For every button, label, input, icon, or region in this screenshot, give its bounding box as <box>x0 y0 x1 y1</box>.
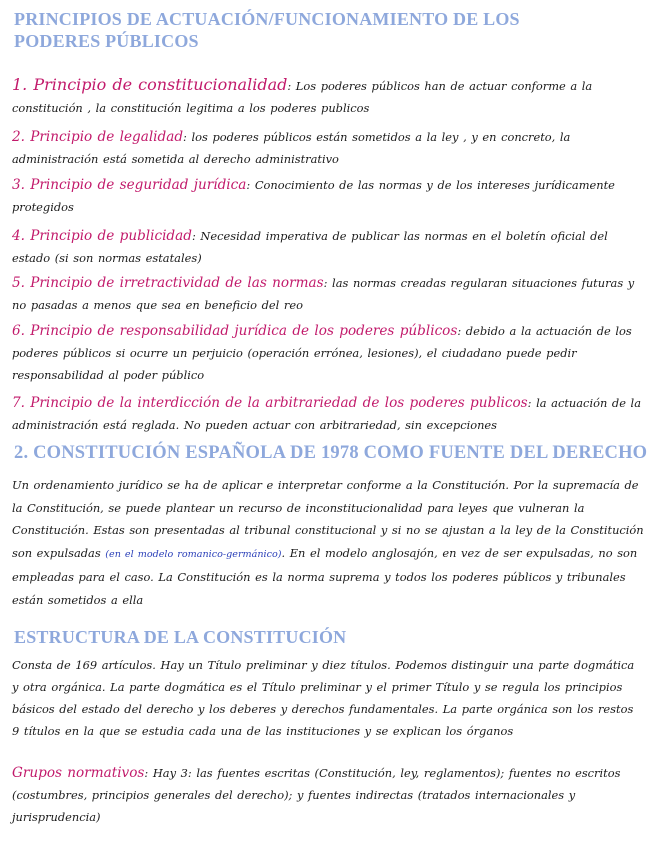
grupos-text: : Hay 3: las fuentes escritas (Constitución, ley, reglamentos); fuentes no escritos (costumbres, principios generales del derecho); y fuentes indirectas (tratados internacionales y jurisprudencia) <box>12 766 621 824</box>
grupos-normativos <box>12 762 644 828</box>
principle-7 <box>12 392 644 436</box>
principle-7-term: 7. Principio de la interdicción de la arbitrariedad de los poderes publicos <box>12 395 528 411</box>
modelo-note: (en el modelo romanico-germánico) <box>105 548 282 560</box>
principle-7-text: : la actuación de la administración está reglada. No pueden actuar con arbitrariedad, sin excepciones <box>12 396 641 432</box>
principle-3-text: : Conocimiento de las normas y de los intereses jurídicamente protegidos <box>12 178 615 214</box>
constitucion-paragraph <box>12 474 644 611</box>
principle-2 <box>12 126 644 170</box>
principle-2-text: : los poderes públicos están sometidos a la ley , y en concreto, la administración está sometida al derecho administrativo <box>12 130 571 166</box>
heading-principios-line1: PRINCIPIOS DE ACTUACIÓN/FUNCIONAMIENTO DE LOS <box>14 9 520 29</box>
principle-6-term: 6. Principio de responsabilidad jurídica de los poderes públicos <box>12 323 458 339</box>
heading-constitucion: 2. CONSTITUCIÓN ESPAÑOLA DE 1978 COMO FUENTE DEL DERECHO <box>14 443 648 463</box>
principle-5 <box>12 272 644 316</box>
estructura-paragraph: Consta de 169 artículos. Hay un Título preliminar y diez títulos. Podemos distinguir una parte dogmática y otra orgánica. La parte dogmática es el Título preliminar y el primer Título y se regula los principios básicos del estado del derecho y los deberes y derechos fundamentales. La parte orgánica son los restos 9 títulos en la que se estudia cada una de las instituciones y se explican los órganos <box>12 658 635 738</box>
principle-4-text: : Necesidad imperativa de publicar las normas en el boletín oficial del estado (si son normas estatales) <box>12 229 608 265</box>
principle-5-term: 5. Principio de irretractividad de las normas <box>12 275 324 291</box>
heading-estructura: ESTRUCTURA DE LA CONSTITUCIÓN <box>14 627 347 647</box>
heading-principios <box>14 8 520 52</box>
constitucion-text-before: Un ordenamiento jurídico se ha de aplicar e interpretar conforme a la Constitución. Por la supremacía de la Constitución, se puede plantear un recurso de inconstitucionalidad para leyes que vulneran la Constitución. Estas son presentadas al tribunal constitucional y si no se ajustan a la ley de la Constitución son expulsadas <box>12 478 644 560</box>
principle-1-text: : Los poderes públicos han de actuar conforme a la constitución , la constitución legitima a los poderes publicos <box>12 79 593 115</box>
constitucion-text-after: . En el modelo anglosajón, en vez de ser expulsadas, no son empleadas para el caso. La Constitución es la norma suprema y todos los poderes públicos y tribunales están sometidos a ella <box>12 545 638 607</box>
principle-1-term: 1. Principio de constitucionalidad <box>12 75 288 94</box>
principle-4 <box>12 225 644 269</box>
principle-1 <box>12 74 644 119</box>
principle-4-term: 4. Principio de publicidad <box>12 228 192 244</box>
principle-3-term: 3. Principio de seguridad jurídica <box>12 177 247 193</box>
principle-5-text: : las normas creadas regularan situaciones futuras y no pasadas a menos que sea en beneficio del reo <box>12 276 635 312</box>
principle-6 <box>12 320 644 386</box>
grupos-term: Grupos normativos <box>12 765 145 781</box>
principle-3 <box>12 174 644 218</box>
principle-2-term: 2. Principio de legalidad <box>12 129 184 145</box>
principle-6-text: : debido a la actuación de los poderes públicos si ocurre un perjuicio (operación errónea, lesiones), el ciudadano puede pedir responsabilidad al poder público <box>12 324 632 382</box>
heading-principios-line2: PODERES PÚBLICOS <box>14 31 199 51</box>
